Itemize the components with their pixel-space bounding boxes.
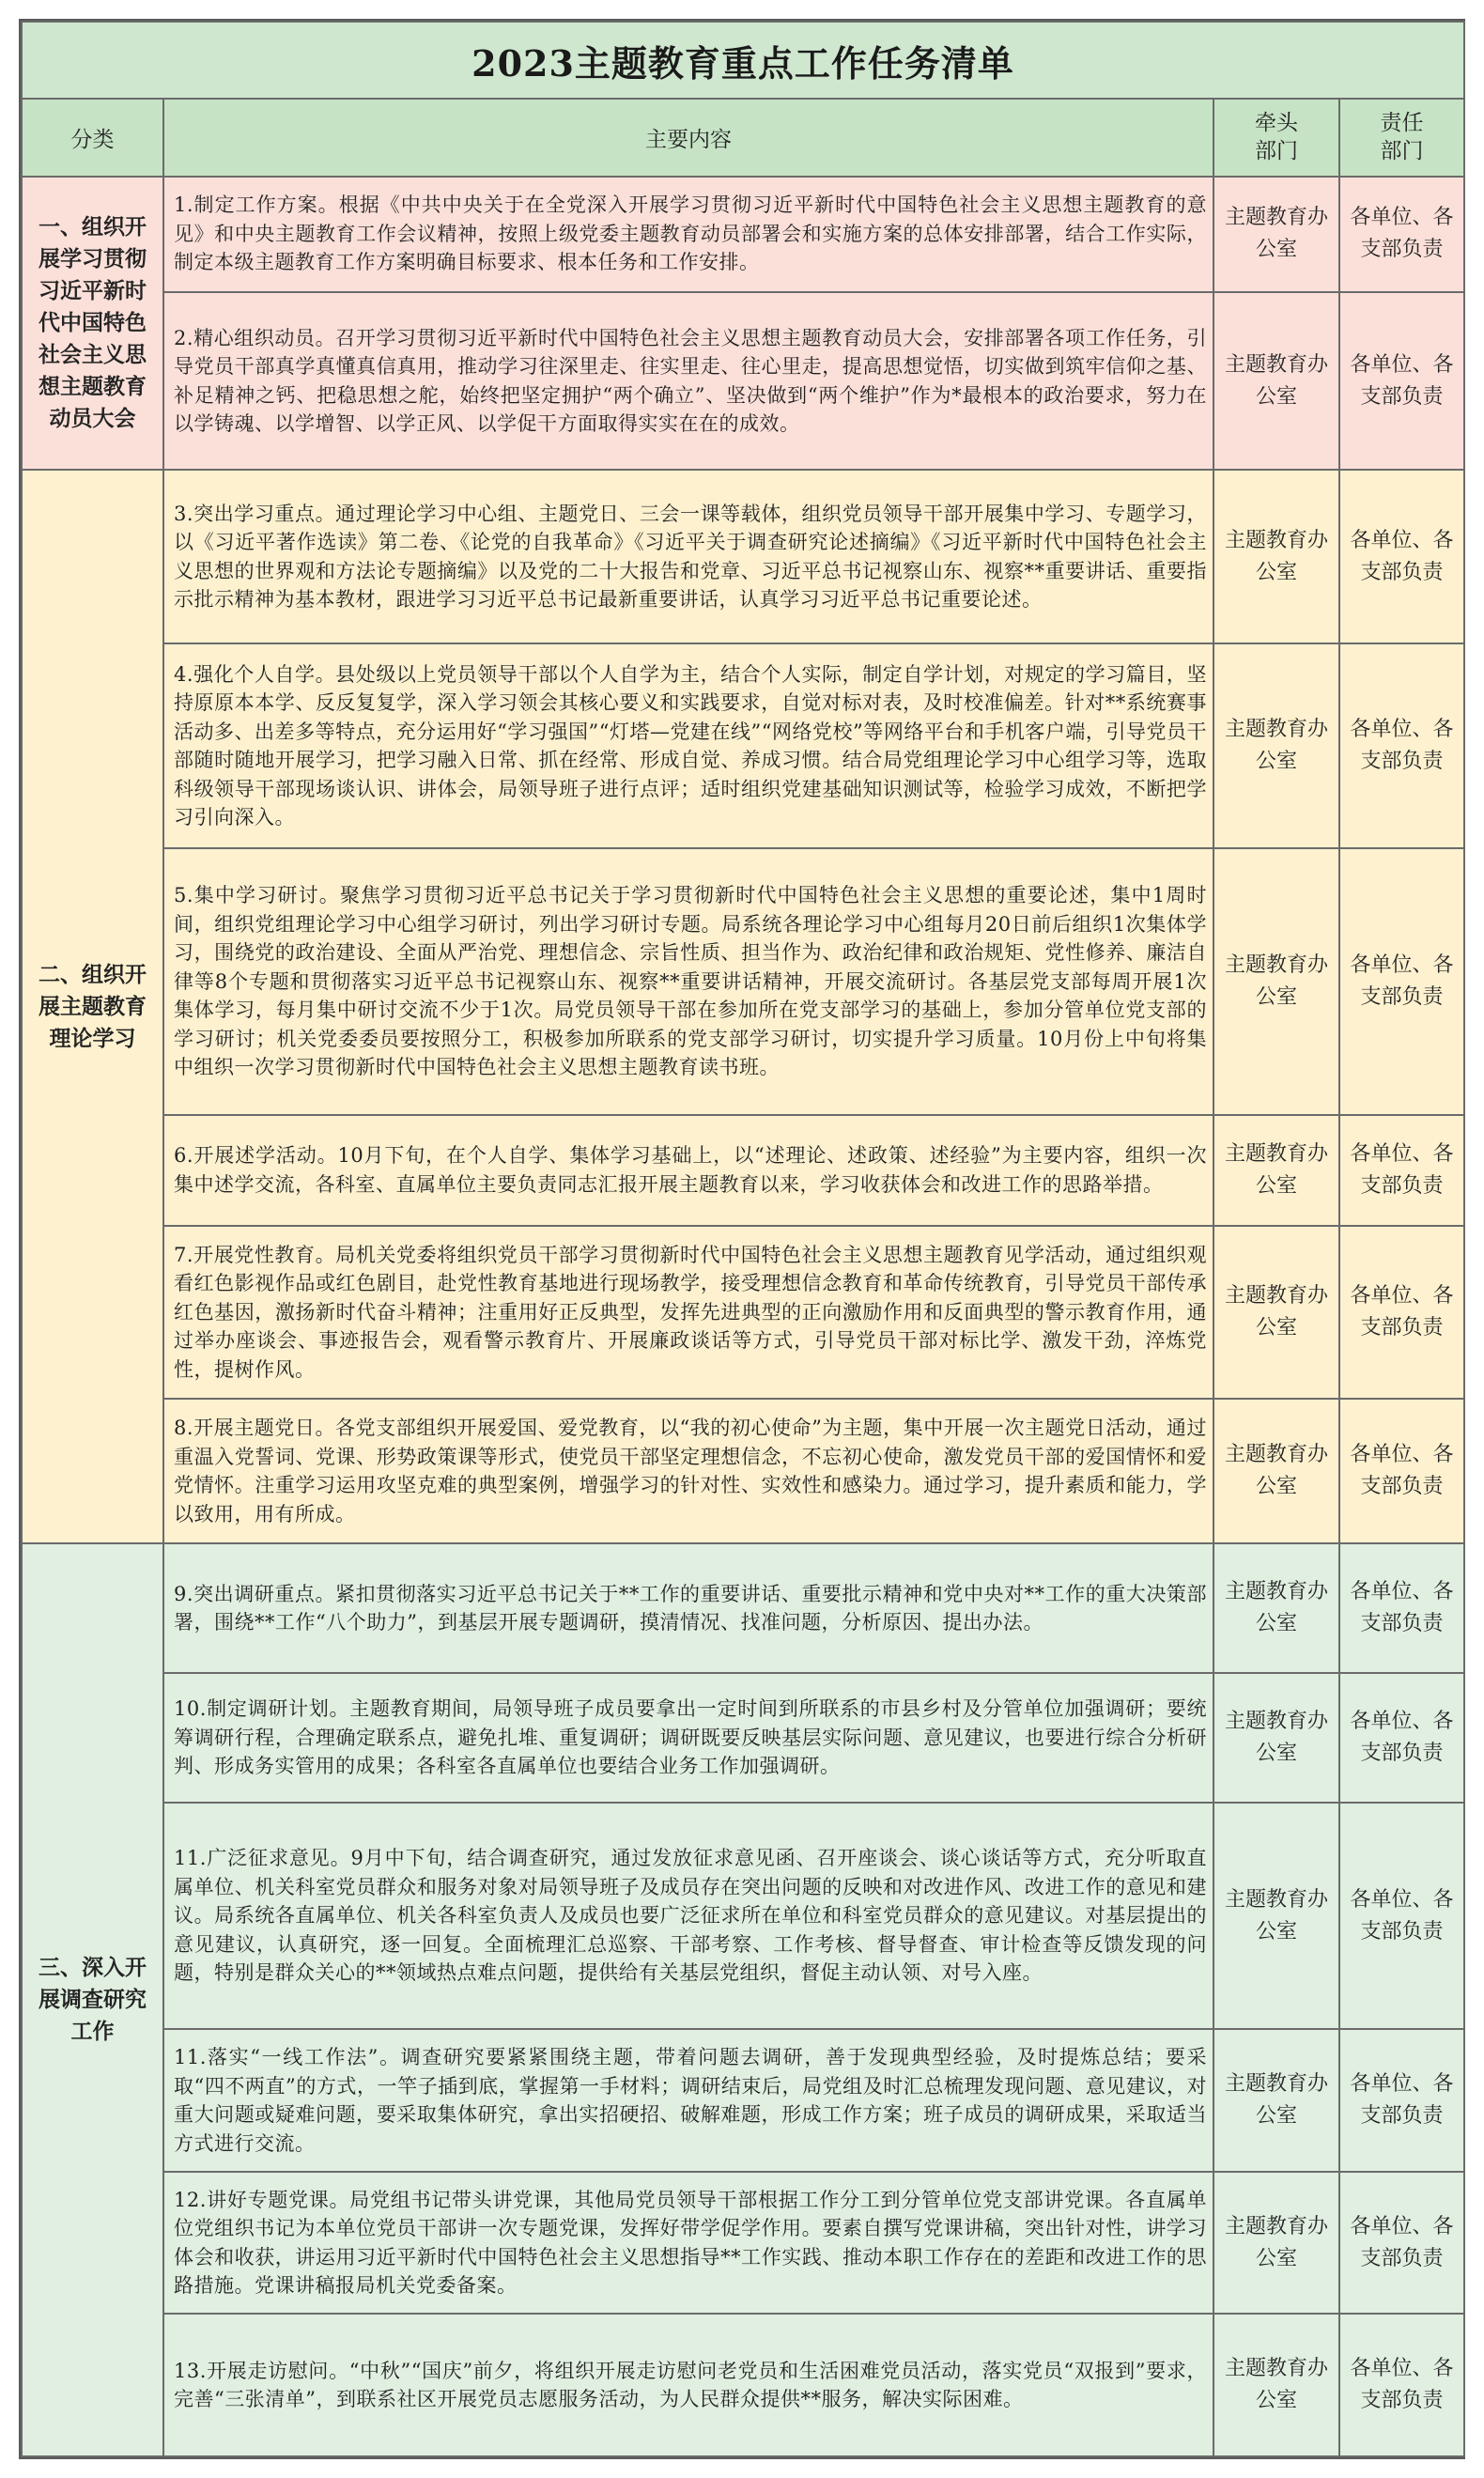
resp-dept-cell: 各单位、各支部负责	[1339, 2172, 1464, 2315]
task-row	[22, 1673, 1464, 1802]
lead-dept-cell: 主题教育办公室	[1213, 1399, 1339, 1543]
task-row	[22, 292, 1464, 470]
header-lead-dept	[1213, 99, 1339, 176]
resp-dept-cell: 各单位、各支部负责	[1339, 848, 1464, 1115]
header-resp-dept	[1339, 99, 1464, 176]
sheet-title: 2023主题教育重点工作任务清单	[22, 22, 1464, 99]
task-list-sheet	[19, 19, 1465, 2459]
lead-dept-cell: 主题教育办公室	[1213, 1115, 1339, 1226]
lead-dept-cell: 主题教育办公室	[1213, 470, 1339, 643]
task-table	[21, 21, 1465, 2457]
lead-dept-cell: 主题教育办公室	[1213, 292, 1339, 470]
resp-dept-cell: 各单位、各支部负责	[1339, 1399, 1464, 1543]
task-row	[22, 1543, 1464, 1674]
resp-dept-cell: 各单位、各支部负责	[1339, 292, 1464, 470]
header-lead-dept-label: 牵头 部门	[1255, 111, 1298, 164]
task-row	[22, 2172, 1464, 2315]
content-cell: 11.落实“一线工作法”。调查研究要紧紧围绕主题，带着问题去调研，善于发现典型经验，及时提炼总结；要采取“四不两直”的方式，一竿子插到底，掌握第一手材料；调研结束后，局党组及时汇总梳理发现问题、意见建议，对重大问题或疑难问题，要采取集体研究，拿出实招硬招、破解难题，形成工作方案；班子成员的调研成果，采取适当方式进行交流。	[163, 2029, 1213, 2172]
lead-dept-cell: 主题教育办公室	[1213, 2314, 1339, 2456]
task-row	[22, 1115, 1464, 1226]
lead-dept-cell: 主题教育办公室	[1213, 2172, 1339, 2315]
content-cell: 10.制定调研计划。主题教育期间，局领导班子成员要拿出一定时间到所联系的市县乡村及分管单位加强调研；要统筹调研行程，合理确定联系点，避免扎堆、重复调研；调研既要反映基层实际问题、意见建议，也要进行综合分析研判、形成务实管用的成果；各科室各直属单位也要结合业务工作加强调研。	[163, 1673, 1213, 1802]
content-cell: 12.讲好专题党课。局党组书记带头讲党课，其他局党员领导干部根据工作分工到分管单位党支部讲党课。各直属单位党组织书记为本单位党员干部讲一次专题党课，发挥好带学促学作用。要素自撰写党课讲稿，突出针对性，讲学习体会和收获，讲运用习近平新时代中国特色社会主义思想指导**工作实践、推动本职工作存在的差距和改进工作的思路措施。党课讲稿报局机关党委备案。	[163, 2172, 1213, 2315]
category-cell: 二、组织开展主题教育理论学习	[22, 470, 163, 1543]
task-row	[22, 1399, 1464, 1543]
lead-dept-cell: 主题教育办公室	[1213, 848, 1339, 1115]
category-cell: 三、深入开展调查研究工作	[22, 1543, 163, 2456]
task-row	[22, 1226, 1464, 1400]
task-row	[22, 1803, 1464, 2029]
resp-dept-cell: 各单位、各支部负责	[1339, 1226, 1464, 1400]
lead-dept-cell: 主题教育办公室	[1213, 177, 1339, 292]
task-row	[22, 177, 1464, 292]
task-row	[22, 470, 1464, 643]
content-cell: 1.制定工作方案。根据《中共中央关于在全党深入开展学习贯彻习近平新时代中国特色社会主义思想主题教育的意见》和中央主题教育工作会议精神，按照上级党委主题教育动员部署会和实施方案的总体安排部署，结合工作实际，制定本级主题教育工作方案明确目标要求、根本任务和工作安排。	[163, 177, 1213, 292]
lead-dept-cell: 主题教育办公室	[1213, 1803, 1339, 2029]
content-cell: 11.广泛征求意见。9月中下旬，结合调查研究，通过发放征求意见函、召开座谈会、谈心谈话等方式，充分听取直属单位、机关科室党员群众和服务对象对局领导班子及成员存在突出问题的反映和对改进作风、改进工作的意见和建议。局系统各直属单位、机关各科室负责人及成员也要广泛征求所在单位和科室党员群众的意见建议。对基层提出的意见建议，认真研究，逐一回复。全面梳理汇总巡察、干部考察、工作考核、督导督查、审计检查等反馈发现的问题，特别是群众关心的**领域热点难点问题，提供给有关基层党组织，督促主动认领、对号入座。	[163, 1803, 1213, 2029]
header-category: 分类	[22, 99, 163, 176]
content-cell: 7.开展党性教育。局机关党委将组织党员干部学习贯彻新时代中国特色社会主义思想主题教育见学活动，通过组织观看红色影视作品或红色剧目，赴党性教育基地进行现场教学，接受理想信念教育和革命传统教育，引导党员干部传承红色基因，激扬新时代奋斗精神；注重用好正反典型，发挥先进典型的正向激励作用和反面典型的警示教育作用，通过举办座谈会、事迹报告会，观看警示教育片、开展廉政谈话等方式，引导党员干部对标比学、激发干劲，淬炼党性，提树作风。	[163, 1226, 1213, 1400]
content-cell: 13.开展走访慰问。“中秋”“国庆”前夕，将组织开展走访慰问老党员和生活困难党员活动，落实党员“双报到”要求，完善“三张清单”，到联系社区开展党员志愿服务活动，为人民群众提供**服务，解决实际困难。	[163, 2314, 1213, 2456]
task-row	[22, 643, 1464, 848]
content-cell: 4.强化个人自学。县处级以上党员领导干部以个人自学为主，结合个人实际，制定自学计划，对规定的学习篇目，坚持原原本本学、反反复复学，深入学习领会其核心要义和实践要求，自觉对标对表，及时校准偏差。针对**系统赛事活动多、出差多等特点，充分运用好“学习强国”“灯塔—党建在线”“网络党校”等网络平台和手机客户端，引导党员干部随时随地开展学习，把学习融入日常、抓在经常、形成自觉、养成习惯。结合局党组理论学习中心组学习等，选取科级领导干部现场谈认识、讲体会，局领导班子进行点评；适时组织党建基础知识测试等，检验学习成效，不断把学习引向深入。	[163, 643, 1213, 848]
lead-dept-cell: 主题教育办公室	[1213, 1226, 1339, 1400]
resp-dept-cell: 各单位、各支部负责	[1339, 1543, 1464, 1674]
resp-dept-cell: 各单位、各支部负责	[1339, 177, 1464, 292]
header-resp-dept-label: 责任 部门	[1380, 111, 1424, 164]
resp-dept-cell: 各单位、各支部负责	[1339, 643, 1464, 848]
resp-dept-cell: 各单位、各支部负责	[1339, 2314, 1464, 2456]
resp-dept-cell: 各单位、各支部负责	[1339, 1115, 1464, 1226]
resp-dept-cell: 各单位、各支部负责	[1339, 2029, 1464, 2172]
lead-dept-cell: 主题教育办公室	[1213, 643, 1339, 848]
content-cell: 2.精心组织动员。召开学习贯彻习近平新时代中国特色社会主义思想主题教育动员大会，安排部署各项工作任务，引导党员干部真学真懂真信真用，推动学习往深里走、往实里走、往心里走，提高思想觉悟，切实做到筑牢信仰之基、补足精神之钙、把稳思想之舵，始终把坚定拥护“两个确立”、坚决做到“两个维护”作为*最根本的政治要求，努力在以学铸魂、以学增智、以学正风、以学促干方面取得实实在在的成效。	[163, 292, 1213, 470]
content-cell: 3.突出学习重点。通过理论学习中心组、主题党日、三会一课等载体，组织党员领导干部开展集中学习、专题学习，以《习近平著作选读》第二卷、《论党的自我革命》《习近平关于调查研究论述摘编》《习近平新时代中国特色社会主义思想的世界观和方法论专题摘编》以及党的二十大报告和党章、习近平总书记视察山东、视察**重要讲话、重要指示批示精神为基本教材，跟进学习习近平总书记最新重要讲话，认真学习习近平总书记重要论述。	[163, 470, 1213, 643]
resp-dept-cell: 各单位、各支部负责	[1339, 1803, 1464, 2029]
header-content: 主要内容	[163, 99, 1213, 176]
resp-dept-cell: 各单位、各支部负责	[1339, 1673, 1464, 1802]
lead-dept-cell: 主题教育办公室	[1213, 1673, 1339, 1802]
content-cell: 9.突出调研重点。紧扣贯彻落实习近平总书记关于**工作的重要讲话、重要批示精神和党中央对**工作的重大决策部署，围绕**工作“八个助力”，到基层开展专题调研，摸清情况、找准问题，分析原因、提出办法。	[163, 1543, 1213, 1674]
content-cell: 5.集中学习研讨。聚焦学习贯彻习近平总书记关于学习贯彻新时代中国特色社会主义思想的重要论述，集中1周时间，组织党组理论学习中心组学习研讨，列出学习研讨专题。局系统各理论学习中心组每月20日前后组织1次集体学习，围绕党的政治建设、全面从严治党、理想信念、宗旨性质、担当作为、政治纪律和政治规矩、党性修养、廉洁自律等8个专题和贯彻落实习近平总书记视察山东、视察**重要讲话精神，开展交流研讨。各基层党支部每周开展1次集体学习，每月集中研讨交流不少于1次。局党员领导干部在参加所在党支部学习的基础上，参加分管单位党支部的学习研讨；机关党委委员要按照分工，积极参加所联系的党支部学习研讨，切实提升学习质量。10月份上中旬将集中组织一次学习贯彻新时代中国特色社会主义思想主题教育读书班。	[163, 848, 1213, 1115]
content-cell: 6.开展述学活动。10月下旬，在个人自学、集体学习基础上，以“述理论、述政策、述经验”为主要内容，组织一次集中述学交流，各科室、直属单位主要负责同志汇报开展主题教育以来，学习收获体会和改进工作的思路举措。	[163, 1115, 1213, 1226]
task-row	[22, 2314, 1464, 2456]
task-row	[22, 2029, 1464, 2172]
resp-dept-cell: 各单位、各支部负责	[1339, 470, 1464, 643]
content-cell: 8.开展主题党日。各党支部组织开展爱国、爱党教育，以“我的初心使命”为主题，集中开展一次主题党日活动，通过重温入党誓词、党课、形势政策课等形式，使党员干部坚定理想信念，不忘初心使命，激发党员干部的爱国情怀和爱党情怀。注重学习运用攻坚克难的典型案例，增强学习的针对性、实效性和感染力。通过学习，提升素质和能力，学以致用，用有所成。	[163, 1399, 1213, 1543]
lead-dept-cell: 主题教育办公室	[1213, 1543, 1339, 1674]
task-row	[22, 848, 1464, 1115]
lead-dept-cell: 主题教育办公室	[1213, 2029, 1339, 2172]
category-cell: 一、组织开展学习贯彻习近平新时代中国特色社会主义思想主题教育动员大会	[22, 177, 163, 471]
